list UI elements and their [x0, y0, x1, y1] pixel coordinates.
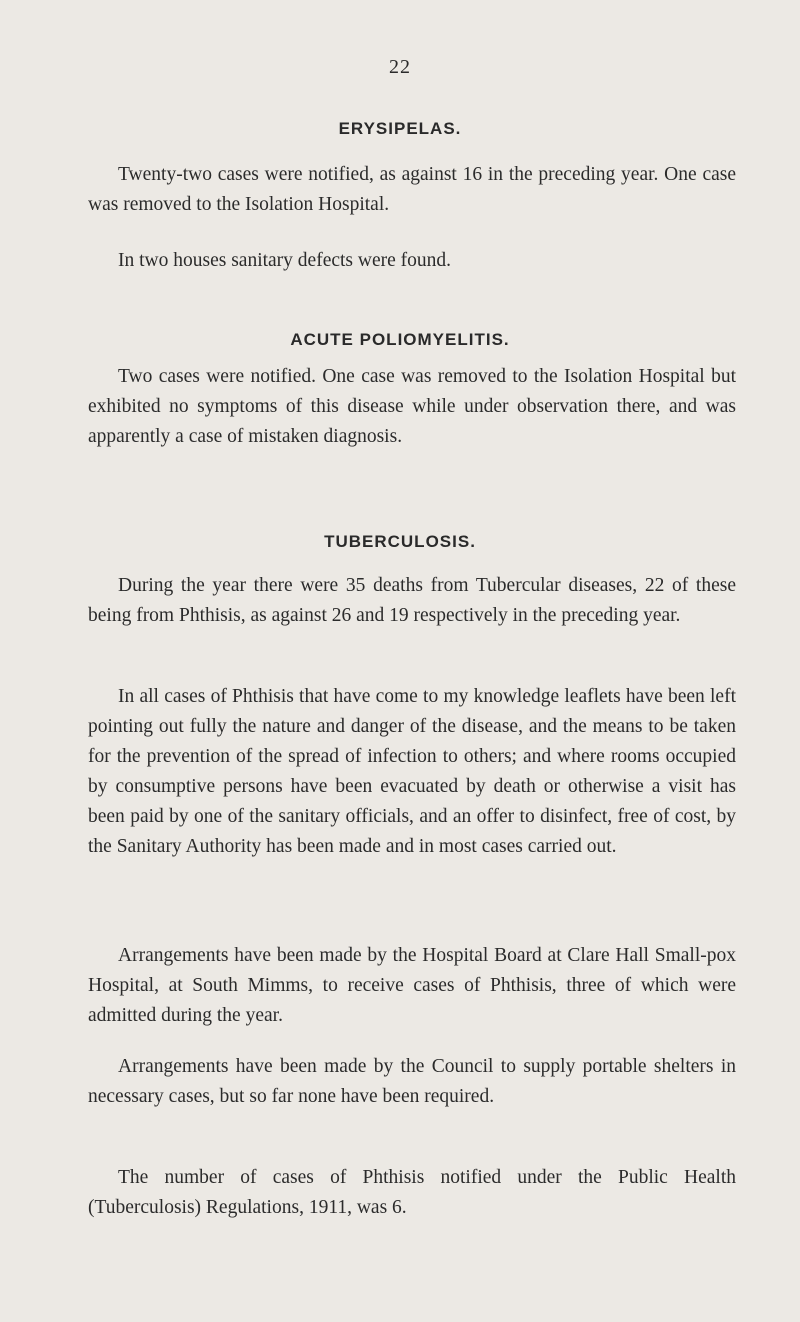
- tuberculosis-paragraph-2: In all cases of Phthisis that have come to my knowledge leaflets have been left pointing out fully the nature and danger of the disease, and the means to be taken for the prevention of the spread of infection to others; and where rooms occupied by consumptive persons have been evacuated by death or otherwise a visit has been paid by one of the sanitary officials, and an offer to disinfect, free of cost, by the Sanitary Authority has been made and in most cases carried out.: [88, 686, 736, 857]
- tuberculosis-paragraph-5: The number of cases of Phthisis notified under the Public Health (Tuberculosis) Regulations, 1911, was 6.: [88, 1167, 736, 1218]
- erysipelas-paragraph-1: Twenty-two cases were notified, as against 16 in the preceding year. One case was removed to the Isolation Hospital.: [88, 164, 736, 215]
- poliomyelitis-paragraph-1: Two cases were notified. One case was removed to the Isolation Hospital but exhibited no symptoms of this disease while under observation there, and was apparently a case of mistaken diagnosis.: [88, 366, 736, 447]
- heading-acute-poliomyelitis: ACUTE POLIOMYELITIS.: [290, 330, 510, 349]
- tuberculosis-paragraph-3: Arrangements have been made by the Hospital Board at Clare Hall Small-pox Hospital, at South Mimms, to receive cases of Phthisis, three of which were admitted during the year.: [88, 945, 736, 1026]
- erysipelas-paragraph-2: In two houses sanitary defects were found.: [118, 250, 452, 271]
- tuberculosis-paragraph-4: Arrangements have been made by the Council to supply portable shelters in necessary cases, but so far none have been required.: [88, 1056, 736, 1107]
- page-number: 22: [389, 56, 411, 78]
- heading-tuberculosis: TUBERCULOSIS.: [324, 532, 476, 551]
- heading-erysipelas: ERYSIPELAS.: [338, 119, 462, 138]
- tuberculosis-paragraph-1: During the year there were 35 deaths from Tubercular diseases, 22 of these being from Phthisis, as against 26 and 19 respectively in the preceding year.: [88, 575, 736, 626]
